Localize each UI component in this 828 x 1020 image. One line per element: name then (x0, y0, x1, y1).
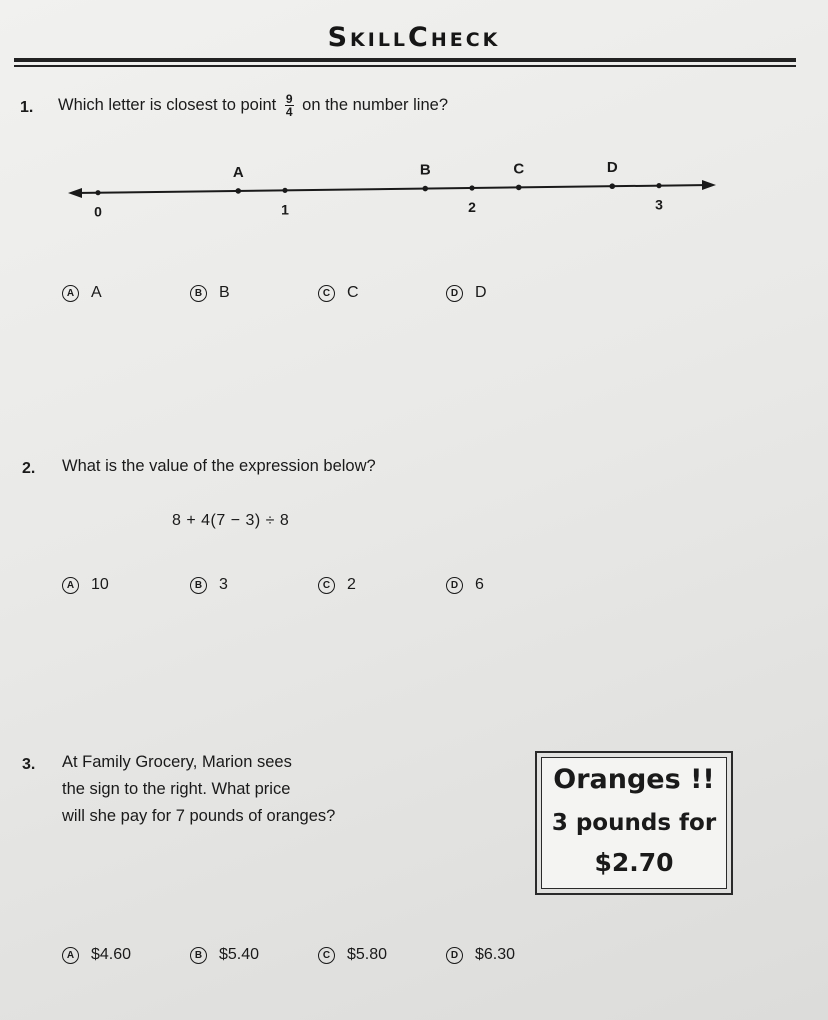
tick-mark-2 (469, 185, 474, 190)
q3-option-b-text: $5.40 (219, 946, 260, 963)
point-b (422, 186, 428, 192)
answer-bubble-a[interactable]: A (62, 947, 79, 964)
q1-prompt (58, 92, 448, 119)
tick-label-2: 2 (468, 198, 476, 215)
q2-option-d[interactable] (446, 576, 484, 594)
q3-number: 3. (22, 756, 36, 773)
title-rule-thick (14, 58, 796, 62)
q3-option-d-text: $6.30 (475, 946, 516, 963)
tick-mark-0 (95, 190, 100, 195)
point-c (516, 185, 522, 191)
page-title: SkillCheck (327, 22, 501, 53)
answer-bubble-d[interactable]: D (446, 947, 463, 964)
q2-option-c-text: 2 (347, 576, 356, 593)
answer-bubble-a[interactable]: A (62, 285, 79, 302)
sign-price: $2.70 (594, 848, 674, 877)
title-rule-thin (14, 65, 796, 67)
q1-option-b-text: B (219, 284, 230, 301)
q1-fraction (285, 93, 294, 118)
answer-bubble-b[interactable]: B (190, 947, 207, 964)
q2-prompt: What is the value of the expression below? (62, 457, 376, 475)
point-label-c: C (513, 160, 525, 178)
answer-bubble-c[interactable]: C (318, 285, 335, 302)
q3-option-d[interactable] (446, 946, 515, 964)
tick-mark-1 (282, 188, 287, 193)
answer-bubble-c[interactable]: C (318, 947, 335, 964)
q3-prompt-line-1: At Family Grocery, Marion sees (62, 753, 292, 771)
q1-option-d[interactable] (446, 284, 487, 302)
q1-option-d-text: D (475, 284, 487, 301)
tick-label-3: 3 (655, 196, 663, 213)
q3-prompt-line-3: will she pay for 7 pounds of oranges? (62, 807, 336, 825)
q3-prompt (62, 749, 335, 830)
q2-option-d-text: 6 (475, 576, 484, 593)
sign-quantity: 3 pounds for (551, 810, 717, 836)
q1-option-c[interactable] (318, 284, 359, 302)
q2-option-a[interactable] (62, 576, 109, 594)
answer-bubble-d[interactable]: D (446, 577, 463, 594)
answer-bubble-b[interactable]: B (190, 577, 207, 594)
q2-option-c[interactable] (318, 576, 356, 594)
answer-bubble-d[interactable]: D (446, 285, 463, 302)
answer-bubble-a[interactable]: A (62, 577, 79, 594)
answer-bubble-b[interactable]: B (190, 285, 207, 302)
answer-bubble-c[interactable]: C (318, 577, 335, 594)
q1-number: 1. (20, 99, 34, 116)
q3-option-b[interactable] (190, 946, 259, 964)
q1-fraction-denominator: 4 (285, 105, 293, 120)
oranges-price-sign (535, 751, 733, 895)
q1-option-b[interactable] (190, 284, 230, 302)
sign-headline: Oranges !! (553, 764, 715, 795)
q3-option-c[interactable] (318, 946, 387, 964)
q1-number-line (60, 150, 730, 230)
point-label-d: D (606, 159, 618, 177)
q3-option-c-text: $5.80 (347, 946, 388, 963)
point-label-a: A (232, 163, 244, 181)
q2-option-a-text: 10 (91, 576, 109, 593)
q2-expression: 8 + 4(7 − 3) ÷ 8 (172, 512, 290, 529)
q3-option-a[interactable] (62, 946, 131, 964)
tick-label-1: 1 (281, 201, 289, 218)
q1-text-before: Which letter is closest to point (58, 96, 277, 114)
q3-prompt-line-2: the sign to the right. What price (62, 780, 291, 798)
q1-fraction-numerator: 9 (285, 92, 293, 107)
q1-option-a[interactable] (62, 284, 102, 302)
q1-text-after: on the number line? (302, 96, 448, 114)
q3-option-a-text: $4.60 (91, 946, 132, 963)
point-label-b: B (419, 161, 431, 179)
q2-option-b[interactable] (190, 576, 228, 594)
q1-option-a-text: A (91, 284, 102, 301)
tick-label-0: 0 (94, 203, 102, 220)
q1-option-c-text: C (347, 284, 359, 301)
point-d (609, 183, 615, 189)
q2-option-b-text: 3 (219, 576, 228, 593)
number-line-left-arrow (68, 188, 82, 198)
oranges-price-sign-inner (541, 757, 727, 889)
tick-mark-3 (656, 183, 661, 188)
q2-number: 2. (22, 460, 36, 477)
point-a (235, 188, 241, 194)
number-line-right-arrow (702, 180, 716, 190)
